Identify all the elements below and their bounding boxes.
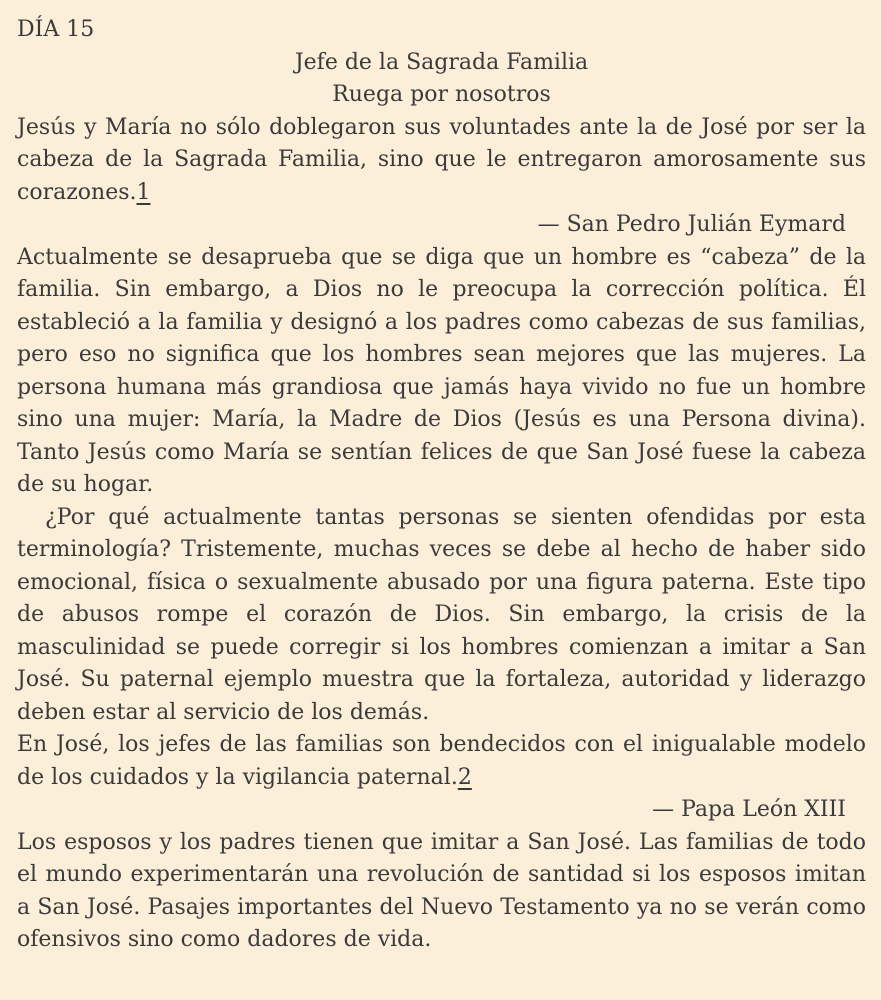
quote-2 bbox=[17, 729, 866, 794]
footnote-link-2[interactable]: 2 bbox=[457, 764, 472, 790]
day-heading: DÍA 15 bbox=[17, 17, 95, 42]
paragraph-1: Actualmente se desaprueba que se diga que un hombre es “cabeza” de la familia. Sin embargo, a Dios no le preocupa la corrección política. Él estableció a la familia y designó a los padres como cabezas de sus familias, pero eso no significa que los hombres sean mejores que las mujeres. La persona humana más grandiosa que jamás haya vivido no fue un hombre sino una mujer: María, la Madre de Dios (Jesús es una Persona divina). Tanto Jesús como María se sentían felices de que San José fuese la cabeza de su hogar. bbox=[17, 244, 866, 497]
quote-1-attribution: — San Pedro Julián Eymard bbox=[537, 212, 846, 237]
quote-2-attribution: — Papa León XIII bbox=[652, 797, 846, 822]
paragraph-3: Los esposos y los padres tienen que imitar a San José. Las familias de todo el mundo experimentarán una revolución de santidad si los esposos imitan a San José. Pasajes importantes del Nuevo Testamento ya no se verán como ofensivos sino como dadores de vida. bbox=[17, 829, 866, 952]
quote-1 bbox=[17, 112, 866, 210]
title: Jefe de la Sagrada Familia bbox=[294, 49, 589, 75]
invocation: Ruega por nosotros bbox=[332, 82, 551, 107]
paragraph-2: ¿Por qué actualmente tantas personas se sienten ofendidas por esta terminología? Tristemente, muchas veces se debe al hecho de haber sido emocional, física o sexualmente abusado por una figura paterna. Este tipo de abusos rompe el corazón de Dios. Sin embargo, la crisis de la masculinidad se puede corregir si los hombres comienzan a imitar a San José. Su paternal ejemplo muestra que la fortaleza, autoridad y liderazgo deben estar al servicio de los demás. bbox=[17, 504, 866, 725]
quote-2-text: En José, los jefes de las familias son bendecidos con el inigualable modelo de los cuidados y la vigilancia paternal. bbox=[17, 732, 866, 790]
quote-1-text: Jesús y María no sólo doblegaron sus voluntades ante la de José por ser la cabeza de la Sagrada Familia, sino que le entregaron amorosamente sus corazones. bbox=[17, 114, 866, 205]
footnote-link-1[interactable]: 1 bbox=[136, 179, 151, 205]
